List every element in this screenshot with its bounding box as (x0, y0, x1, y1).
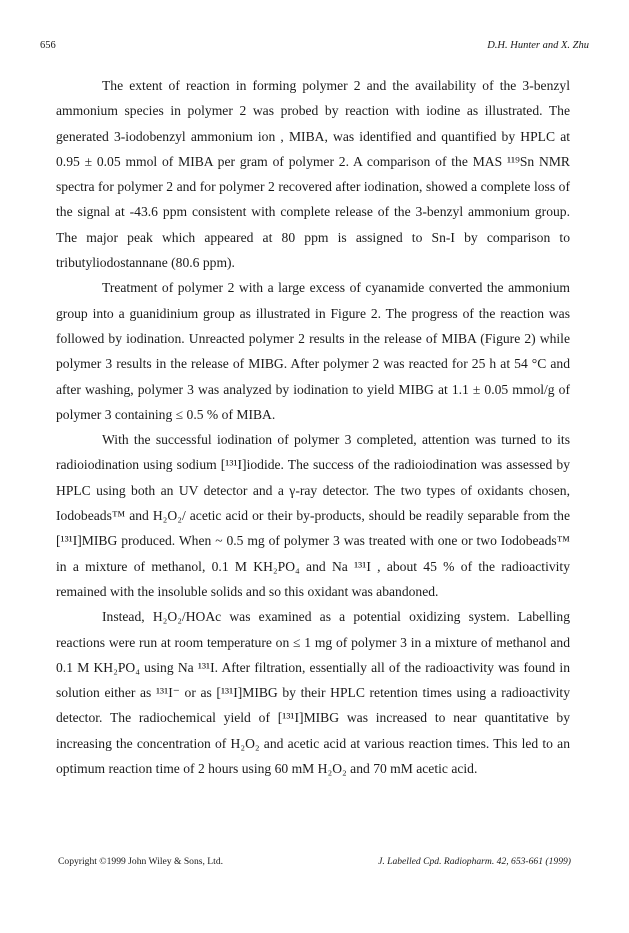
page-number: 656 (40, 40, 56, 51)
paragraph-radioiodination: With the successful iodination of polymer 3 completed, attention was turned to its radioiodination using sodium [¹³¹I]iodide. The success of the radioiodination was assessed by HPLC using both an UV detector and a γ-ray detector. The two types of oxidants chosen, Iodobeads™ and H₂O₂/ acetic acid or their by-products, should be readily separable from the [¹³¹I]MIBG produced. When ~ 0.5 mg of polymer 3 was treated with one or two Iodobeads™ in a mixture of methanol, 0.1 M KH₂PO₄ and Na ¹³¹I , about 45 % of the radioactivity remained with the insoluble solids and so this oxidant was abandoned. (56, 432, 570, 599)
paragraph-iodine-probe: The extent of reaction in forming polymer 2 and the availability of the 3-benzyl ammonium species in polymer 2 was probed by reaction with iodine as illustrated. The generated 3-iodobenzyl ammonium ion , MIBA, was identified and quantified by HPLC at 0.95 ± 0.05 mmol of MIBA per gram of polymer 2. A comparison of the MAS ¹¹⁹Sn NMR spectra for polymer 2 and for polymer 2 recovered after iodination, showed a complete loss of the signal at -43.6 ppm consistent with complete release of the 3-benzyl ammonium group. The major peak which appeared at 80 ppm is assigned to Sn-I by comparison to tributyliodostannane (80.6 ppm). (56, 78, 570, 271)
journal-citation: J. Labelled Cpd. Radiopharm. 42, 653-661 (1999) (378, 856, 571, 867)
running-head-authors: D.H. Hunter and X. Zhu (487, 40, 589, 51)
body-text (56, 73, 570, 781)
paragraph-oxidizing-system: Instead, H₂O₂/HOAc was examined as a potential oxidizing system. Labelling reactions were run at room temperature on ≤ 1 mg of polymer 3 in a mixture of methanol and 0.1 M KH₂PO₄ using Na ¹³¹I. After filtration, essentially all of the radioactivity was found in solution either as ¹³¹I⁻ or as [¹³¹I]MIBG by their HPLC retention times using a radioactivity detector. The radiochemical yield of [¹³¹I]MIBG was increased to near quantitative by increasing the concentration of H₂O₂ and acetic acid at various reaction times. This led to an optimum reaction time of 2 hours using 60 mM H₂O₂ and 70 mM acetic acid. (56, 609, 570, 777)
copyright-notice: Copyright ©1999 John Wiley & Sons, Ltd. (58, 856, 224, 867)
paragraph-cyanamide-treatment: Treatment of polymer 2 with a large excess of cyanamide converted the ammonium group into a guanidinium group as illustrated in Figure 2. The progress of the reaction was followed by iodination. Unreacted polymer 2 results in the release of MIBA (Figure 2) while polymer 3 results in the release of MIBG. After polymer 2 was reacted for 25 h at 54 °C and after washing, polymer 3 was analyzed by iodination to yield MIBG at 1.1 ± 0.05 mmol/g of polymer 3 containing ≤ 0.5 % of MIBA. (56, 280, 570, 422)
